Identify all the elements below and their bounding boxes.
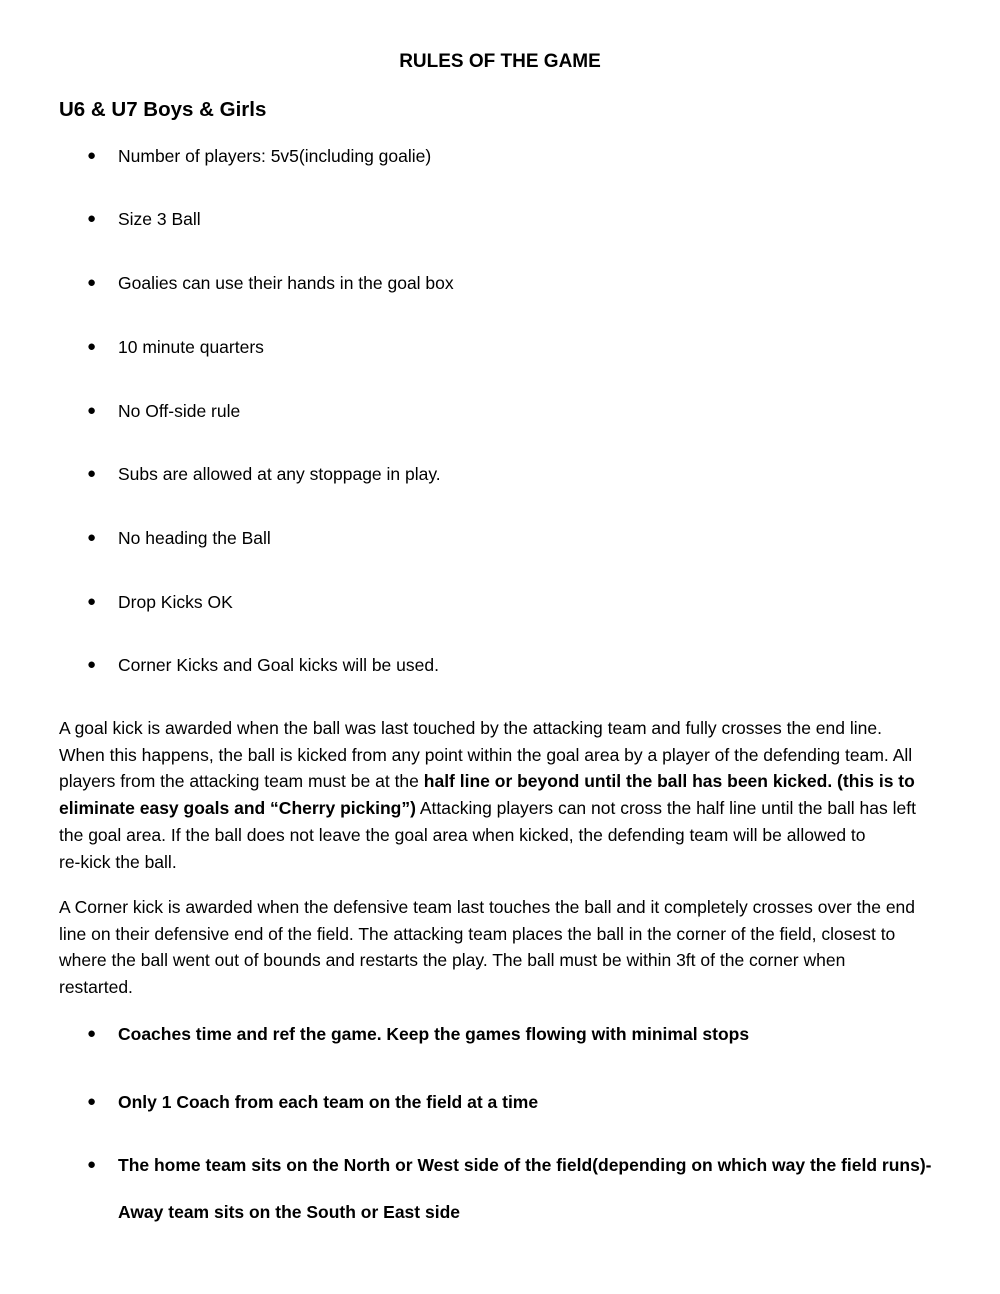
paragraph-text: players from the attacking team must be at the (59, 771, 424, 792)
bullet-icon: ● (87, 338, 97, 355)
paragraph-line: re-kick the ball. (59, 851, 177, 872)
bullet-icon: ● (87, 1156, 97, 1173)
rule-text: Subs are allowed at any stoppage in play. (118, 464, 441, 484)
rule-text: Drop Kicks OK (118, 592, 233, 612)
paragraph-text: Attacking players can not cross the half line until the ball has left (415, 798, 916, 819)
bullet-icon: ● (87, 529, 97, 546)
rule-text: Goalies can use their hands in the goal box (118, 273, 454, 293)
paragraph-line: restarted. (59, 977, 133, 998)
paragraph-bold-text: half line or beyond until the ball has been kicked. (this is to (423, 771, 915, 792)
corner-kick-paragraph (59, 894, 949, 1001)
rule-text: 10 minute quarters (118, 337, 264, 357)
bullet-icon: ● (87, 147, 97, 164)
paragraph-line (59, 768, 949, 795)
coach-rule-continuation: Away team sits on the South or East side (118, 1202, 460, 1222)
section-heading: U6 & U7 Boys & Girls (59, 98, 267, 121)
bullet-icon: ● (87, 1093, 97, 1110)
rule-text: No Off-side rule (118, 401, 241, 421)
rule-text: No heading the Ball (118, 528, 271, 548)
paragraph-line: the goal area. If the ball does not leave the goal area when kicked, the defending team will be allowed to (59, 824, 866, 845)
bullet-icon: ● (87, 465, 97, 482)
paragraph-line (59, 795, 949, 822)
document-title: RULES OF THE GAME (399, 51, 601, 72)
coach-rule-text: The home team sits on the North or West side of the field(depending on which way the field runs)- (118, 1155, 932, 1175)
rule-text: Size 3 Ball (118, 209, 201, 229)
bullet-icon: ● (87, 402, 97, 419)
paragraph-line: A Corner kick is awarded when the defensive team last touches the ball and it completely crosses over the end (59, 897, 916, 917)
coach-rule-text: Coaches time and ref the game. Keep the games flowing with minimal stops (118, 1024, 750, 1044)
paragraph-bold-text: eliminate easy goals and “Cherry picking”) (59, 798, 416, 819)
paragraph-line: A goal kick is awarded when the ball was last touched by the attacking team and fully crosses the end line. (59, 718, 882, 738)
paragraph-line: where the ball went out of bounds and restarts the play. The ball must be within 3ft of the corner when (59, 950, 846, 971)
rule-text: Corner Kicks and Goal kicks will be used. (118, 655, 439, 675)
bullet-icon: ● (87, 593, 97, 610)
paragraph-line: When this happens, the ball is kicked from any point within the goal area by a player of the defending team. All (59, 744, 913, 765)
coach-rule-text: Only 1 Coach from each team on the field at a time (118, 1092, 539, 1112)
goal-kick-paragraph (59, 715, 949, 875)
bullet-icon: ● (87, 274, 97, 291)
rule-text: Number of players: 5v5(including goalie) (118, 146, 432, 166)
bullet-icon: ● (87, 210, 97, 227)
bullet-icon: ● (87, 656, 97, 673)
bullet-icon: ● (87, 1025, 97, 1042)
paragraph-line: line on their defensive end of the field. The attacking team places the ball in the corner of the field, closest to (59, 923, 896, 944)
